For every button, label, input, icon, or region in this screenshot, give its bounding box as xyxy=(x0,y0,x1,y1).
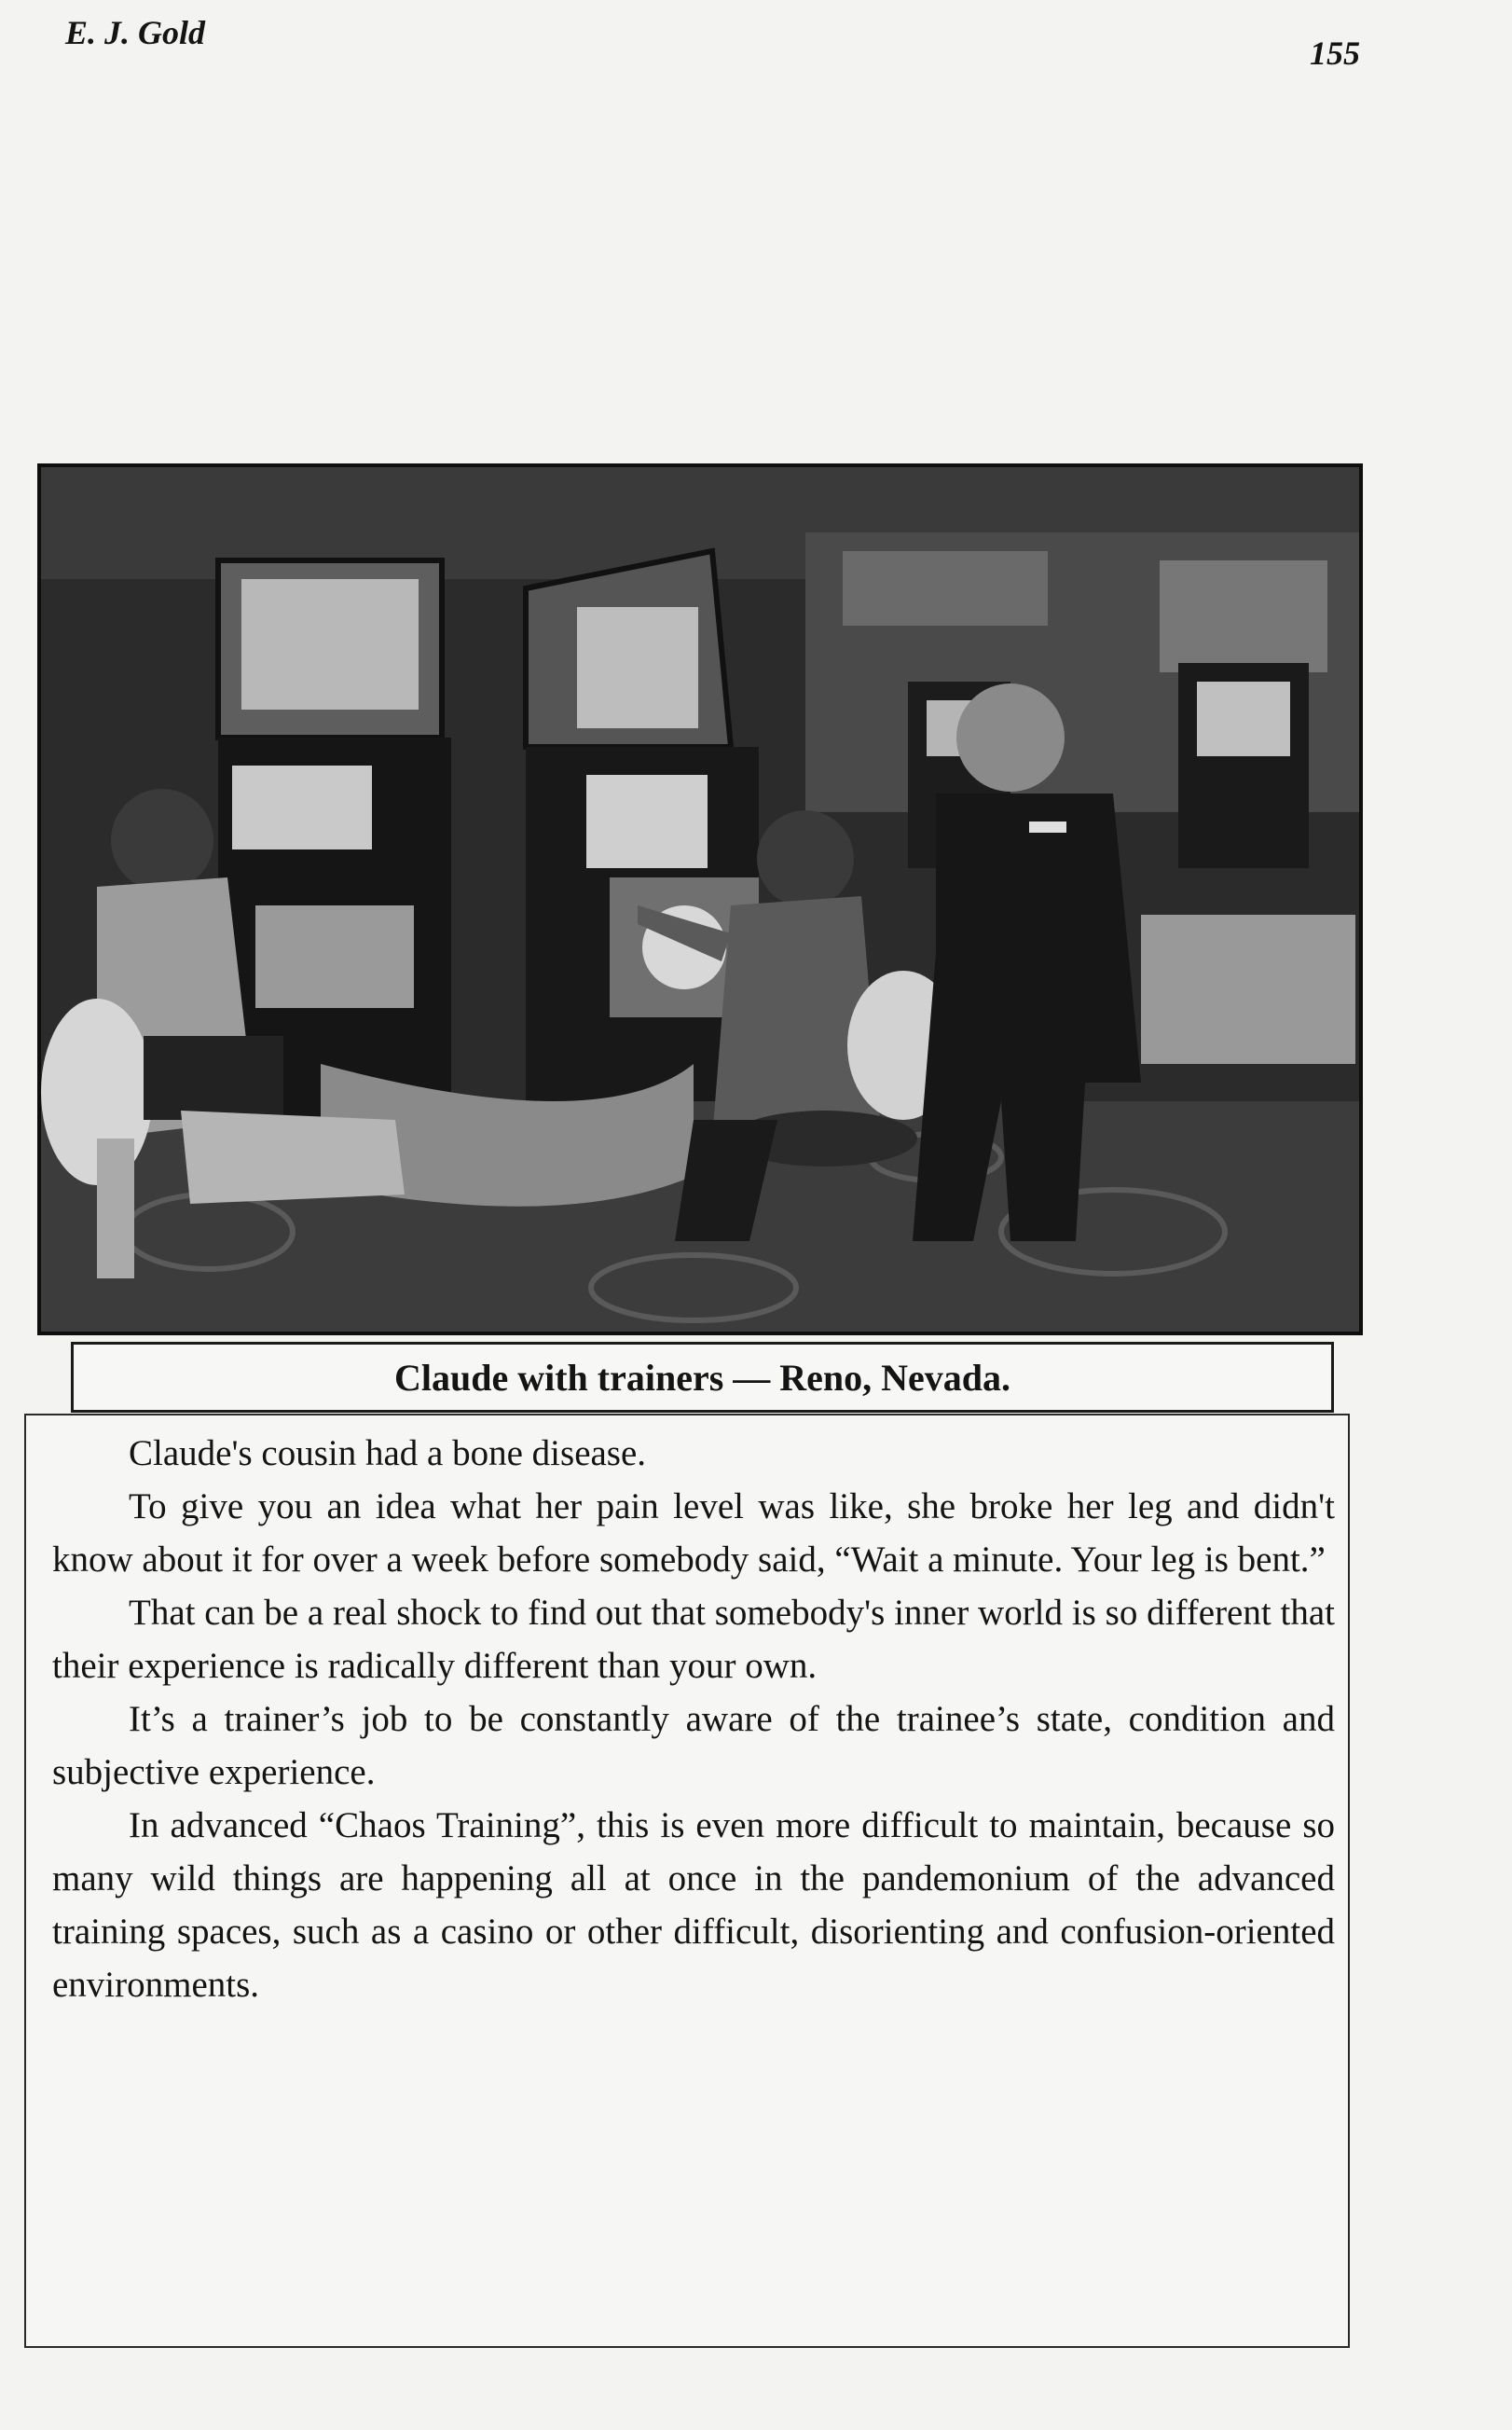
text-box xyxy=(24,1414,1350,2348)
figure-caption xyxy=(71,1342,1334,1413)
running-head: E. J. Gold xyxy=(65,14,206,51)
caption-text: Claude with trainers — Reno, Nevada. xyxy=(393,1356,1011,1399)
paragraph: To give you an idea what her pain level was like, she broke her leg and didn't know about it for over a week before somebody said, “Wait a minute. Your leg is bent.” xyxy=(52,1486,1335,1580)
paragraph: It’s a trainer’s job to be constantly aware of the trainee’s state, condition and subjective experience. xyxy=(52,1699,1335,1792)
paragraph: In advanced “Chaos Training”, this is even more difficult to maintain, because so many wild things are happening all at once in the pandemonium of the advanced training spaces, such as a casino or other difficult, disorienting and confusion-oriented environments. xyxy=(52,1805,1335,2005)
paragraph: Claude's cousin had a bone disease. xyxy=(129,1433,647,1473)
paragraph: That can be a real shock to find out that somebody's inner world is so different that their experience is radically different than your own. xyxy=(52,1593,1335,1686)
page-number: 155 xyxy=(1310,35,1360,72)
casino-photo xyxy=(37,463,1363,1335)
